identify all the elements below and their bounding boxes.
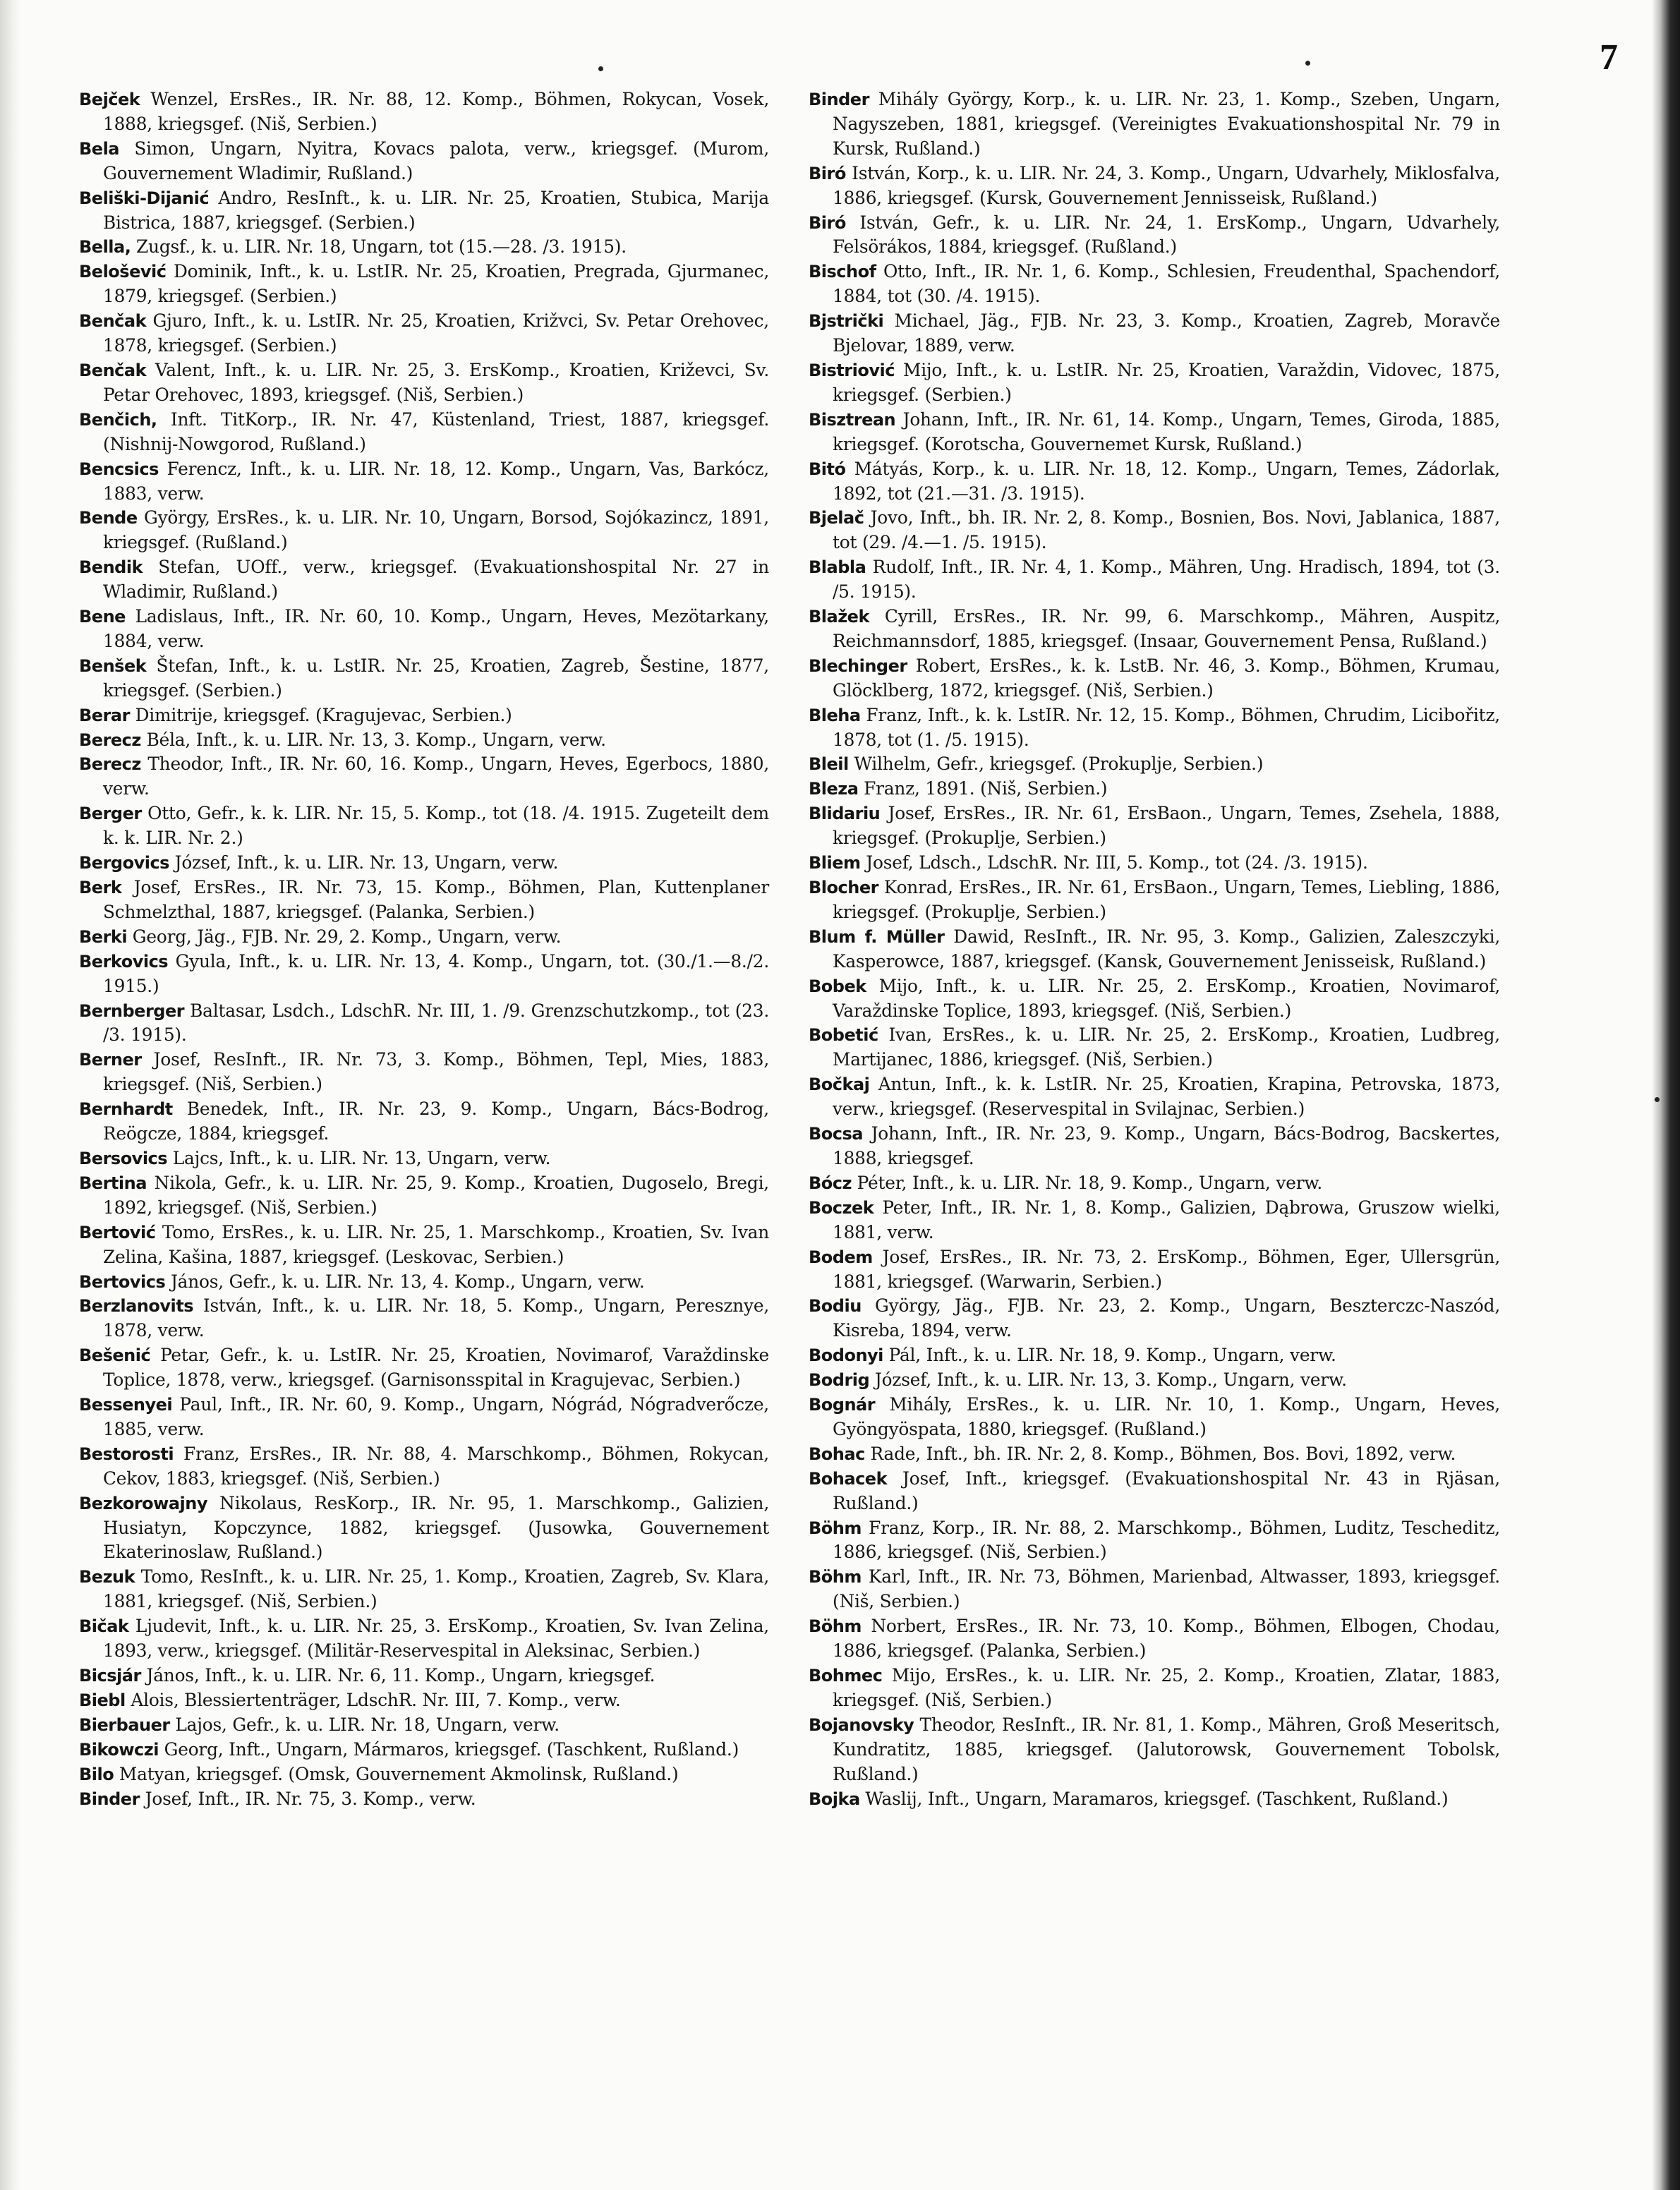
print-speck xyxy=(1305,61,1310,66)
entry-surname: Boczek xyxy=(809,1197,874,1218)
entry-surname: Blum f. Müller xyxy=(809,926,945,947)
entry-details: Simon, Ungarn, Nyitra, Kovacs palota, verw., kriegsgef. (Murom, Gouvernement Wladimir, Rußland.) xyxy=(103,138,769,183)
list-entry xyxy=(79,1147,769,1171)
list-entry xyxy=(809,309,1500,358)
list-entry xyxy=(809,1245,1500,1295)
entry-surname: Bocsa xyxy=(809,1124,863,1144)
entry-surname: Bezkorowajny xyxy=(79,1493,207,1513)
entry-details: Pál, Inft., k. u. LIR. Nr. 18, 9. Komp., Ungarn, verw. xyxy=(888,1345,1336,1366)
entry-surname: Bičak xyxy=(79,1616,129,1637)
list-entry xyxy=(809,358,1500,408)
entry-surname: Bella, xyxy=(79,237,131,258)
entry-details: Ivan, ErsRes., k. u. LIR. Nr. 25, 2. ErsKomp., Kroatien, Ludbreg, Martijanec, 1886, kriegsgef. (Niš, Serbien.) xyxy=(833,1024,1500,1070)
list-entry xyxy=(79,1097,769,1147)
entry-details: Gjuro, Inft., k. u. LstIR. Nr. 25, Kroatien, Križvci, Sv. Petar Orehovec, 1878, kriegsgef. (Serbien.) xyxy=(103,310,769,356)
entry-details: Rudolf, Inft., IR. Nr. 4, 1. Komp., Mähren, Ung. Hradisch, 1894, tot (3. /5. 1915). xyxy=(833,557,1500,603)
entry-details: Nikola, Gefr., k. u. LIR. Nr. 25, 9. Komp., Kroatien, Dugoselo, Bregi, 1892, kriegsgef. (Niš, Serbien.) xyxy=(103,1172,769,1218)
entry-surname: Blechinger xyxy=(809,655,907,676)
list-entry xyxy=(809,506,1500,555)
entry-surname: Biró xyxy=(809,163,846,183)
list-entry xyxy=(809,87,1500,162)
entry-details: Jovo, Inft., bh. IR. Nr. 2, 8. Komp., Bosnien, Bos. Novi, Jablanica, 1887, tot (29. /4.—1. /5. 1915). xyxy=(833,507,1500,553)
entry-surname: Bjelač xyxy=(809,508,864,528)
list-entry xyxy=(809,1171,1500,1196)
list-entry xyxy=(809,1393,1500,1442)
list-entry xyxy=(79,137,769,186)
entry-details: Dimitrije, kriegsgef. (Kragujevac, Serbien.) xyxy=(135,704,512,725)
list-entry xyxy=(79,1787,769,1812)
list-entry xyxy=(79,605,769,654)
list-entry xyxy=(79,235,769,260)
entry-details: Franz, Inft., k. k. LstIR. Nr. 12, 15. Komp., Böhmen, Chrudim, Licibořitz, 1878, tot (1. /5. 1915). xyxy=(833,704,1500,750)
entry-details: Josef, Inft., IR. Nr. 75, 3. Komp., verw. xyxy=(145,1788,476,1809)
list-entry xyxy=(809,555,1500,605)
entry-details: József, Inft., k. u. LIR. Nr. 13, Ungarn, verw. xyxy=(174,852,559,873)
list-entry xyxy=(79,555,769,605)
entry-surname: Bobek xyxy=(809,976,866,996)
list-entry xyxy=(79,876,769,925)
entry-surname: Binder xyxy=(79,1789,140,1809)
list-entry xyxy=(79,703,769,728)
entry-details: Ljudevit, Inft., k. u. LIR. Nr. 25, 3. ErsKomp., Kroatien, Sv. Ivan Zelina, 1893, verw., kriegsgef. (Militär-Reservespital in Aleksinac, Serbien.) xyxy=(103,1616,769,1662)
entry-details: Josef, ResInft., IR. Nr. 73, 3. Komp., Böhmen, Tepl, Mies, 1883, kriegsgef. (Niš, Serbien.) xyxy=(103,1049,770,1095)
list-entry xyxy=(809,162,1500,211)
entry-details: József, Inft., k. u. LIR. Nr. 13, 3. Komp., Ungarn, verw. xyxy=(874,1369,1347,1391)
entry-surname: Biró xyxy=(809,212,846,233)
entry-details: István, Korp., k. u. LIR. Nr. 24, 3. Komp., Ungarn, Udvarhely, Miklosfalva, 1886, kriegsgef. (Kursk, Gouvernement Jennisseisk, Rußland.) xyxy=(833,162,1500,208)
entry-details: Ferencz, Inft., k. u. LIR. Nr. 18, 12. Komp., Ungarn, Vas, Barkócz, 1883, verw. xyxy=(103,458,769,504)
entry-details: Otto, Gefr., k. k. LIR. Nr. 15, 5. Komp., tot (18. /4. 1915. Zugeteilt dem k. k. LIR. Nr. 2.) xyxy=(103,803,769,849)
entry-surname: Blažek xyxy=(809,607,869,627)
entry-surname: Berkovics xyxy=(79,951,169,972)
entry-details: Waslij, Inft., Ungarn, Maramaros, kriegsgef. (Taschkent, Rußland.) xyxy=(865,1788,1449,1809)
list-entry xyxy=(79,1738,769,1762)
list-entry xyxy=(79,1713,769,1738)
entry-surname: Bergovics xyxy=(79,853,169,873)
entry-surname: Bisztrean xyxy=(809,409,896,430)
list-entry xyxy=(809,1787,1500,1812)
entry-details: István, Gefr., k. u. LIR. Nr. 24, 1. ErsKomp., Ungarn, Udvarhely, Felsörákos, 1884, kriegsgef. (Rußland.) xyxy=(833,212,1500,258)
entry-surname: Bertina xyxy=(79,1173,147,1193)
entry-surname: Biebl xyxy=(79,1690,126,1710)
entry-surname: Böhm xyxy=(809,1616,862,1637)
entry-details: Franz, ErsRes., IR. Nr. 88, 4. Marschkomp., Böhmen, Rokycan, Cekov, 1883, kriegsgef. (Niš, Serbien.) xyxy=(103,1443,769,1489)
entry-surname: Bliem xyxy=(809,853,861,873)
entry-surname: Bohacek xyxy=(809,1468,888,1489)
print-speck xyxy=(598,66,603,71)
list-entry xyxy=(79,1270,769,1295)
entry-surname: Bodem xyxy=(809,1247,873,1267)
entry-surname: Bócz xyxy=(809,1173,852,1193)
list-entry xyxy=(809,974,1500,1024)
entry-surname: Bendik xyxy=(79,557,143,578)
list-entry xyxy=(809,1664,1500,1713)
list-entry xyxy=(809,1516,1500,1566)
entry-surname: Bleza xyxy=(809,779,859,799)
list-entry xyxy=(809,1442,1500,1467)
list-entry xyxy=(79,408,769,457)
list-entry xyxy=(79,1442,769,1492)
list-entry xyxy=(79,1688,769,1713)
entry-surname: Berar xyxy=(79,705,130,725)
entry-details: Konrad, ErsRes., IR. Nr. 61, ErsBaon., Ungarn, Temes, Liebling, 1886, kriegsgef. (Prokuplje, Serbien.) xyxy=(833,877,1500,922)
entry-surname: Bessenyei xyxy=(79,1395,173,1415)
entry-details: Dawid, ResInft., IR. Nr. 95, 3. Komp., Galizien, Zaleszczyki, Kasperowce, 1887, kriegsgef. (Kansk, Gouvernement Jenisseisk, Rußland.) xyxy=(833,926,1501,972)
entry-details: Paul, Inft., IR. Nr. 60, 9. Komp., Ungarn, Nógrád, Nógradverőcze, 1885, verw. xyxy=(103,1394,769,1439)
entry-details: Robert, ErsRes., k. k. LstB. Nr. 46, 3. Komp., Böhmen, Krumau, Glöcklberg, 1872, kriegsgef. (Niš, Serbien.) xyxy=(833,655,1501,701)
list-entry xyxy=(79,309,769,358)
entry-surname: Bezuk xyxy=(79,1567,135,1587)
entry-details: Karl, Inft., IR. Nr. 73, Böhmen, Marienbad, Altwasser, 1893, kriegsgef. (Niš, Serbien.) xyxy=(833,1566,1500,1612)
list-entry xyxy=(79,1294,769,1343)
entry-surname: Berki xyxy=(79,926,128,947)
entry-details: Josef, Ldsch., LdschR. Nr. III, 5. Komp., tot (24. /3. 1915). xyxy=(866,852,1368,873)
list-entry xyxy=(809,752,1500,777)
list-entry xyxy=(809,703,1500,753)
entry-surname: Bistriović xyxy=(809,360,895,380)
left-column xyxy=(79,87,769,1811)
list-entry xyxy=(79,506,769,555)
entry-details: Franz, Korp., IR. Nr. 88, 2. Marschkomp., Böhmen, Luditz, Tescheditz, 1886, kriegsgef. (Niš, Serbien.) xyxy=(833,1517,1500,1563)
list-entry xyxy=(79,457,769,507)
list-entry xyxy=(79,950,769,999)
entry-surname: Bene xyxy=(79,607,126,627)
entry-surname: Bohmec xyxy=(809,1666,883,1686)
list-entry xyxy=(809,1565,1500,1614)
entry-details: Péter, Inft., k. u. LIR. Nr. 18, 9. Komp., Ungarn, verw. xyxy=(857,1172,1323,1193)
entry-surname: Bierbauer xyxy=(79,1714,170,1735)
entry-surname: Berecz xyxy=(79,754,141,775)
entry-surname: Benčich, xyxy=(79,409,157,430)
list-entry xyxy=(79,1492,769,1566)
entry-details: György, Jäg., FJB. Nr. 23, 2. Komp., Ungarn, Beszterczc-Naszód, Kisreba, 1894, verw. xyxy=(833,1295,1500,1341)
entry-details: György, ErsRes., k. u. LIR. Nr. 10, Ungarn, Borsod, Sojókazincz, 1891, kriegsgef. (Rußland.) xyxy=(103,507,769,553)
list-entry xyxy=(809,925,1500,974)
entry-surname: Bestorosti xyxy=(79,1444,174,1464)
list-entry xyxy=(79,752,769,801)
entry-surname: Binder xyxy=(809,90,869,109)
entry-details: Theodor, ResInft., IR. Nr. 81, 1. Komp., Mähren, Groß Meseritsch, Kundratitz, 1885, kriegsgef. (Jalutorowsk, Gouvernement Tobolsk, Rußland.) xyxy=(833,1714,1501,1784)
entry-surname: Blocher xyxy=(809,878,878,897)
entry-details: Lajcs, Inft., k. u. LIR. Nr. 13, Ungarn, verw. xyxy=(172,1147,551,1168)
list-entry xyxy=(79,1171,769,1221)
entry-details: Rade, Inft., bh. IR. Nr. 2, 8. Komp., Böhmen, Bos. Bovi, 1892, verw. xyxy=(870,1443,1456,1464)
entry-surname: Bende xyxy=(79,508,138,528)
list-entry xyxy=(809,1713,1500,1787)
entry-surname: Bitó xyxy=(809,459,846,479)
entry-details: Johann, Inft., IR. Nr. 61, 14. Komp., Ungarn, Temes, Giroda, 1885, kriegsgef. (Korotscha, Gouvernemet Kursk, Rußland.) xyxy=(833,409,1500,454)
entry-details: Benedek, Inft., IR. Nr. 23, 9. Komp., Ungarn, Bács-Bodrog, Reögcze, 1884, kriegsgef. xyxy=(103,1099,769,1144)
entry-details: Mihály György, Korp., k. u. LIR. Nr. 23, 1. Komp., Szeben, Ungarn, Nagyszeben, 1881, kriegsgef. (Vereinigtes Evakuationshospital Nr. 79 in Kursk, Rußland.) xyxy=(833,89,1501,159)
entry-surname: Böhm xyxy=(809,1567,862,1587)
entry-surname: Bohac xyxy=(809,1444,865,1464)
list-entry xyxy=(79,186,769,236)
entry-surname: Bilo xyxy=(79,1764,114,1784)
entry-surname: Böhm xyxy=(809,1518,862,1538)
entry-surname: Beliški-Dijanić xyxy=(79,188,210,208)
entry-surname: Bešenić xyxy=(79,1345,151,1366)
entry-details: Valent, Inft., k. u. LIR. Nr. 25, 3. ErsKomp., Kroatien, Križevci, Sv. Petar Orehovec, 1893, kriegsgef. (Niš, Serbien.) xyxy=(103,359,770,405)
entry-details: Andro, ResInft., k. u. LIR. Nr. 25, Kroatien, Stubica, Marija Bistrica, 1887, kriegsgef. (Serbien.) xyxy=(103,187,769,233)
entry-surname: Benčak xyxy=(79,360,147,380)
entry-details: Cyrill, ErsRes., IR. Nr. 99, 6. Marschkomp., Mähren, Auspitz, Reichmannsdorf, 1885, kriegsgef. (Insaar, Gouvernement Pensa, Rußland.) xyxy=(833,606,1501,651)
entry-details: Wenzel, ErsRes., IR. Nr. 88, 12. Komp., Böhmen, Rokycan, Vosek, 1888, kriegsgef. (Niš, Serbien.) xyxy=(103,89,769,134)
list-entry xyxy=(79,87,769,137)
entry-details: Norbert, ErsRes., IR. Nr. 73, 10. Komp., Böhmen, Elbogen, Chodau, 1886, kriegsgef. (Palanka, Serbien.) xyxy=(833,1616,1500,1662)
list-entry xyxy=(809,654,1500,703)
list-entry xyxy=(809,211,1500,260)
entry-details: János, Inft., k. u. LIR. Nr. 6, 11. Komp., Ungarn, kriegsgef. xyxy=(146,1665,655,1686)
list-entry xyxy=(79,654,769,703)
list-entry xyxy=(809,1072,1500,1122)
entry-surname: Bočkaj xyxy=(809,1075,870,1095)
entry-details: Georg, Inft., Ungarn, Mármaros, kriegsgef. (Taschkent, Rußland.) xyxy=(164,1738,739,1760)
entry-details: Josef, ErsRes., IR. Nr. 61, ErsBaon., Ungarn, Temes, Zsehela, 1888, kriegsgef. (Prokuplje, Serbien.) xyxy=(833,803,1500,849)
entry-surname: Bencsics xyxy=(79,459,159,479)
entry-details: Antun, Inft., k. k. LstIR. Nr. 25, Kroatien, Krapina, Petrovska, 1873, verw., kriegsgef. (Reservespital in Svilajnac, Serbien.) xyxy=(833,1074,1501,1120)
list-entry xyxy=(809,851,1500,876)
entry-surname: Bersovics xyxy=(79,1148,168,1168)
entry-details: Mátyás, Korp., k. u. LIR. Nr. 18, 12. Komp., Ungarn, Temes, Zádorlak, 1892, tot (21.—31. /3. 1915). xyxy=(833,458,1500,504)
entry-surname: Bernhardt xyxy=(79,1099,173,1120)
entry-details: Ladislaus, Inft., IR. Nr. 60, 10. Komp., Ungarn, Heves, Mezötarkany, 1884, verw. xyxy=(103,606,769,651)
entry-details: István, Inft., k. u. LIR. Nr. 18, 5. Komp., Ungarn, Peresznye, 1878, verw. xyxy=(103,1295,769,1341)
list-entry xyxy=(79,728,769,753)
entry-details: Dominik, Inft., k. u. LstIR. Nr. 25, Kroatien, Pregrada, Gjurmanec, 1879, kriegsgef. (Serbien.) xyxy=(103,261,770,307)
entry-details: Otto, Inft., IR. Nr. 1, 6. Komp., Schlesien, Freudenthal, Spachendorf, 1884, tot (30. /4. 1915). xyxy=(833,261,1500,307)
list-entry xyxy=(809,1196,1500,1245)
entry-surname: Berzlanovits xyxy=(79,1296,193,1317)
entry-surname: Bjstrički xyxy=(809,311,884,332)
scan-left-edge xyxy=(0,0,21,2190)
entry-details: Štefan, Inft., k. u. LstIR. Nr. 25, Kroatien, Zagreb, Šestine, 1877, kriegsgef. (Serbien.) xyxy=(103,655,769,701)
entry-details: Mijo, ErsRes., k. u. LIR. Nr. 25, 2. Komp., Kroatien, Zlatar, 1883, kriegsgef. (Niš, Serbien.) xyxy=(833,1665,1500,1710)
list-entry xyxy=(809,1343,1500,1368)
list-entry xyxy=(79,925,769,950)
list-entry xyxy=(809,408,1500,457)
list-entry xyxy=(79,260,769,309)
entry-details: Inft. TitKorp., IR. Nr. 47, Küstenland, Triest, 1887, kriegsgef. (Nishnij-Nowgorod, Rußland.) xyxy=(103,409,769,454)
entry-surname: Berk xyxy=(79,878,122,897)
entry-surname: Bernberger xyxy=(79,1000,185,1021)
entry-surname: Bojanovsky xyxy=(809,1714,914,1735)
entry-details: Michael, Jäg., FJB. Nr. 23, 3. Komp., Kroatien, Zagreb, Moravče Bjelovar, 1889, verw. xyxy=(833,310,1501,356)
entry-surname: Blidariu xyxy=(809,804,881,824)
entry-details: Franz, 1891. (Niš, Serbien.) xyxy=(864,778,1108,799)
entry-surname: Bojka xyxy=(809,1789,860,1809)
list-entry xyxy=(809,801,1500,851)
entry-details: Stefan, UOff., verw., kriegsgef. (Evakuationshospital Nr. 27 in Wladimir, Rußland.) xyxy=(103,557,769,603)
list-entry xyxy=(809,1614,1500,1664)
entry-surname: Berger xyxy=(79,804,142,824)
list-entry xyxy=(79,851,769,876)
entry-surname: Bodonyi xyxy=(809,1345,883,1366)
list-entry xyxy=(809,260,1500,309)
list-entry xyxy=(809,605,1500,654)
entry-details: Matyan, kriegsgef. (Omsk, Gouvernement Akmolinsk, Rußland.) xyxy=(119,1763,679,1784)
entry-details: Béla, Inft., k. u. LIR. Nr. 13, 3. Komp., Ungarn, verw. xyxy=(146,729,606,750)
list-entry xyxy=(79,358,769,408)
print-speck xyxy=(1655,1097,1660,1102)
entry-details: Mihály, ErsRes., k. u. LIR. Nr. 10, 1. Komp., Ungarn, Heves, Gyöngyöspata, 1880, kriegsgef. (Rußland.) xyxy=(833,1394,1500,1439)
entry-surname: Bognár xyxy=(809,1395,876,1415)
list-entry xyxy=(79,1221,769,1270)
entry-surname: Belošević xyxy=(79,262,167,282)
list-entry xyxy=(79,1565,769,1614)
entry-details: Mijo, Inft., k. u. LIR. Nr. 25, 2. ErsKomp., Kroatien, Novimarof, Varaždinske Toplice, 1893, kriegsgef. (Niš, Serbien.) xyxy=(833,975,1501,1021)
entry-details: Nikolaus, ResKorp., IR. Nr. 95, 1. Marschkomp., Galizien, Husiatyn, Kopczynce, 1882, kriegsgef. (Jusowka, Gouvernement Ekaterinoslaw, Rußland.) xyxy=(103,1492,770,1563)
entry-details: Josef, ErsRes., IR. Nr. 73, 15. Komp., Böhmen, Plan, Kuttenplaner Schmelzthal, 1887, kriegsgef. (Palanka, Serbien.) xyxy=(103,877,769,922)
entry-details: Josef, ErsRes., IR. Nr. 73, 2. ErsKomp., Böhmen, Eger, Ullersgrün, 1881, kriegsgef. (Warwarin, Serbien.) xyxy=(833,1246,1500,1292)
entry-surname: Bischof xyxy=(809,262,876,282)
entry-details: Tomo, ResInft., k. u. LIR. Nr. 25, 1. Komp., Kroatien, Zagreb, Sv. Klara, 1881, kriegsgef. (Niš, Serbien.) xyxy=(103,1566,770,1612)
entry-details: Gyula, Inft., k. u. LIR. Nr. 13, 4. Komp., Ungarn, tot. (30./1.—8./2. 1915.) xyxy=(103,950,769,996)
list-entry xyxy=(79,1664,769,1688)
entry-details: János, Gefr., k. u. LIR. Nr. 13, 4. Komp., Ungarn, verw. xyxy=(170,1271,645,1292)
list-entry xyxy=(79,1614,769,1664)
list-entry xyxy=(809,1467,1500,1516)
entry-surname: Benčak xyxy=(79,311,147,332)
list-entry xyxy=(79,1762,769,1787)
entry-details: Georg, Jäg., FJB. Nr. 29, 2. Komp., Ungarn, verw. xyxy=(132,926,562,947)
entry-details: Petar, Gefr., k. u. LstIR. Nr. 25, Kroatien, Novimarof, Varaždinske Toplice, 1878, verw., kriegsgef. (Garnisonsspital in Kragujevac, Serbien.) xyxy=(103,1345,769,1391)
list-entry xyxy=(79,999,769,1048)
entry-surname: Bodrig xyxy=(809,1370,870,1391)
entry-surname: Benšek xyxy=(79,655,147,676)
entry-details: Tomo, ErsRes., k. u. LIR. Nr. 25, 1. Marschkomp., Kroatien, Sv. Ivan Zelina, Kašina, 1887, kriegsgef. (Leskovac, Serbien.) xyxy=(103,1221,769,1267)
list-entry xyxy=(809,777,1500,801)
scan-right-edge xyxy=(1652,0,1680,2190)
entry-details: Johann, Inft., IR. Nr. 23, 9. Komp., Ungarn, Bács-Bodrog, Bacskertes, 1888, kriegsgef. xyxy=(833,1123,1500,1168)
entry-details: Wilhelm, Gefr., kriegsgef. (Prokuplje, Serbien.) xyxy=(854,754,1264,775)
list-entry xyxy=(809,1122,1500,1171)
list-entry xyxy=(809,1368,1500,1393)
list-entry xyxy=(809,1294,1500,1343)
entry-surname: Bertović xyxy=(79,1222,156,1242)
entry-details: Mijo, Inft., k. u. LstIR. Nr. 25, Kroatien, Varaždin, Vidovec, 1875, kriegsgef. (Serbien.) xyxy=(833,359,1500,405)
entry-details: Alois, Blessiertenträger, LdschR. Nr. III, 7. Komp., verw. xyxy=(131,1689,621,1710)
list-entry xyxy=(79,801,769,851)
entry-details: Josef, Inft., kriegsgef. (Evakuationshospital Nr. 43 in Rjäsan, Rußland.) xyxy=(833,1468,1500,1513)
right-column xyxy=(809,87,1500,1811)
entry-surname: Bleha xyxy=(809,705,861,725)
list-entry xyxy=(809,876,1500,925)
entry-surname: Bikowczi xyxy=(79,1739,159,1760)
list-entry xyxy=(809,457,1500,507)
page-number: 7 xyxy=(1600,37,1618,78)
entry-surname: Berecz xyxy=(79,730,141,750)
entry-details: Baltasar, Lsdch., LdschR. Nr. III, 1. /9. Grenzschutzkomp., tot (23. /3. 1915). xyxy=(103,1000,770,1046)
entry-surname: Bodiu xyxy=(809,1296,862,1317)
entry-surname: Bertovics xyxy=(79,1271,166,1292)
entry-surname: Bleil xyxy=(809,754,849,775)
entry-surname: Blabla xyxy=(809,557,866,578)
entry-details: Theodor, Inft., IR. Nr. 60, 16. Komp., Ungarn, Heves, Egerbocs, 1880, verw. xyxy=(103,754,769,799)
entry-surname: Bela xyxy=(79,138,119,159)
entry-surname: Bobetić xyxy=(809,1025,878,1046)
entry-details: Zugsf., k. u. LIR. Nr. 18, Ungarn, tot (15.—28. /3. 1915). xyxy=(136,236,627,258)
entry-surname: Bicsjár xyxy=(79,1666,141,1686)
list-entry xyxy=(809,1023,1500,1072)
list-entry xyxy=(79,1393,769,1442)
entry-surname: Berner xyxy=(79,1050,142,1070)
entry-surname: Bejček xyxy=(79,90,140,109)
list-entry xyxy=(79,1343,769,1393)
list-entry xyxy=(79,1048,769,1097)
entry-details: Lajos, Gefr., k. u. LIR. Nr. 18, Ungarn, verw. xyxy=(175,1714,560,1735)
entry-details: Peter, Inft., IR. Nr. 1, 8. Komp., Galizien, Dąbrowa, Gruszow wielki, 1881, verw. xyxy=(833,1197,1500,1242)
